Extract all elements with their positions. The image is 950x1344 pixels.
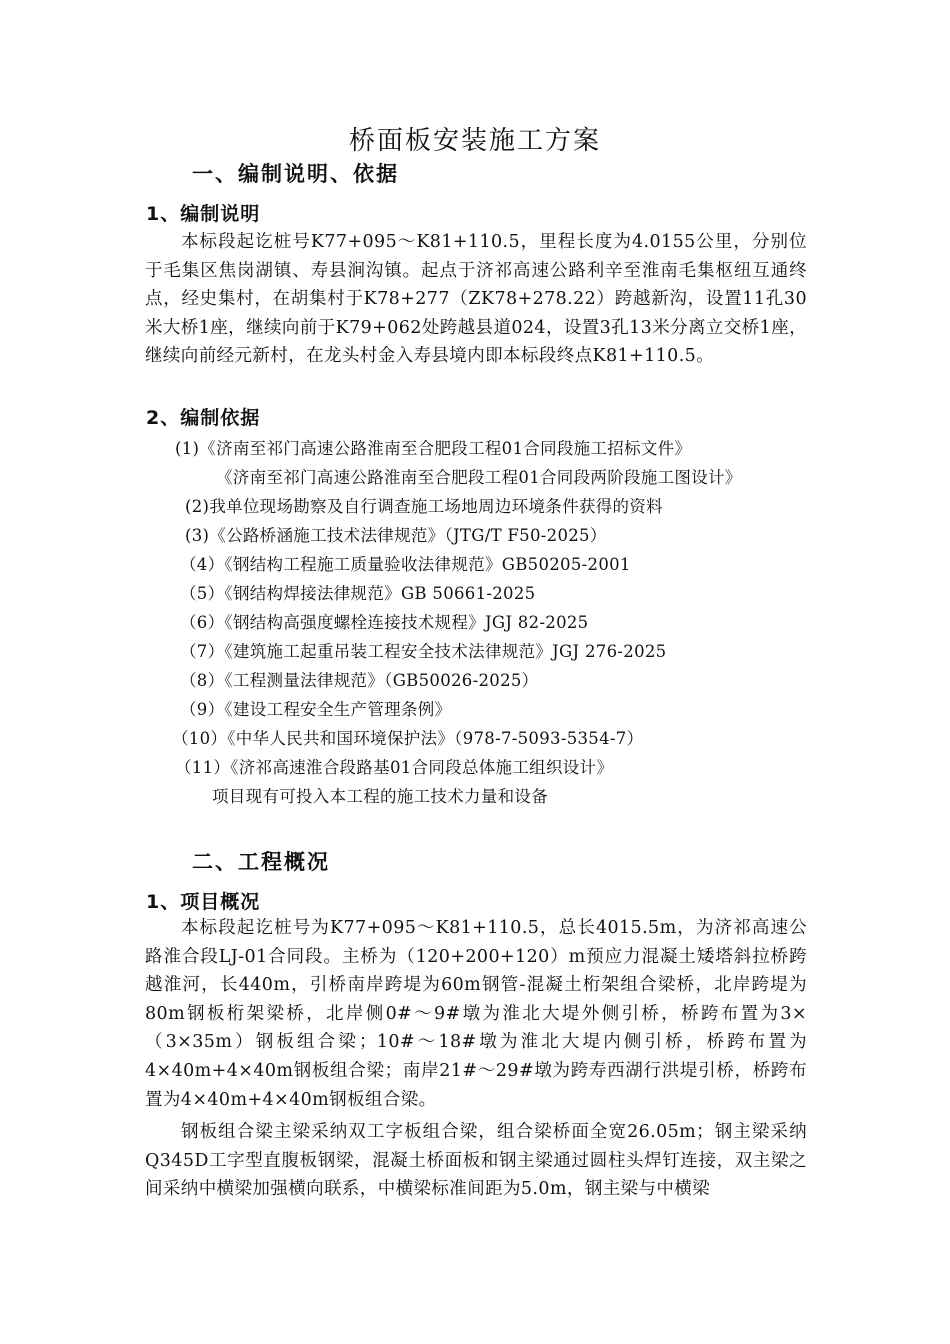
section1-sub1-heading: 1、编制说明	[146, 203, 261, 225]
reference-item: （11）《济祁高速淮合段路基01合同段总体施工组织设计》	[175, 758, 614, 777]
section1-sub2-heading: 2、编制依据	[146, 407, 261, 429]
reference-item: （9）《建设工程安全生产管理条例》	[180, 700, 452, 719]
reference-item: (2)我单位现场勘察及自行调查施工场地周边环境条件获得的资料	[185, 497, 663, 516]
reference-item: (3)《公路桥涵施工技术法律规范》（JTG/T F50-2025）	[185, 526, 607, 545]
section2-paragraph-2: 钢板组合梁主梁采纳双工字板组合梁，组合梁桥面全宽26.05m；钢主梁采纳Q345D工字型直腹板钢梁，混凝土桥面板和钢主梁通过圆柱头焊钉连接，双主梁之间采纳中横梁加强横向联系，中横梁标准间距为5.0m，钢主梁与中横梁	[145, 1122, 807, 1200]
section2-sub1-heading: 1、项目概况	[146, 891, 261, 913]
section2-heading: 二、工程概况	[192, 850, 330, 874]
reference-item: （6）《钢结构高强度螺栓连接技术规程》JGJ 82-2025	[180, 613, 589, 632]
reference-item: （7）《建筑施工起重吊装工程安全技术法律规范》JGJ 276-2025	[180, 642, 667, 661]
reference-item: （4）《钢结构工程施工质量验收法律规范》GB50205-2001	[180, 555, 631, 574]
section1-heading: 一、编制说明、依据	[192, 162, 399, 186]
reference-item: （5）《钢结构焊接法律规范》GB 50661-2025	[180, 584, 536, 603]
reference-item: （8）《工程测量法律规范》（GB50026-2025）	[180, 671, 539, 690]
reference-item: （10）《中华人民共和国环境保护法》（978-7-5093-5354-7）	[172, 729, 644, 748]
reference-item: (1)《济南至祁门高速公路淮南至合肥段工程01合同段施工招标文件》	[175, 439, 692, 458]
section2-paragraph-1: 本标段起讫桩号为K77+095～K81+110.5，总长4015.5m，为济祁高速公路淮合段LJ-01合同段。主桥为（120+200+120）m预应力混凝土矮塔斜拉桥跨越淮河，长440m，引桥南岸跨堤为60m钢管-混凝土桁架组合梁桥，北岸跨堤为80m钢板桁架梁桥，北岸侧0#～9#墩为淮北大堤外侧引桥，桥跨布置为3×（3×35m）钢板组合梁；10#～18#墩为淮北大堤内侧引桥，桥跨布置为4×40m+4×40m钢板组合梁；南岸21#～29#墩为跨寿西湖行洪堤引桥，桥跨布置为4×40m+4×40m钢板组合梁。	[145, 918, 807, 1110]
document-title: 桥面板安装施工方案	[348, 126, 601, 156]
section1-sub1-paragraph: 本标段起讫桩号K77+095～K81+110.5，里程长度为4.0155公里，分别位于毛集区焦岗湖镇、寿县涧沟镇。起点于济祁高速公路利辛至淮南毛集枢纽互通终点，经史集村，在胡集村于K78+277（ZK78+278.22）跨越新沟，设置11孔30米大桥1座，继续向前于K79+062处跨越县道024，设置3孔13米分离立交桥1座，继续向前经元新村，在龙头村金入寿县境内即本标段终点K81+110.5。	[145, 232, 807, 367]
reference-item: 《济南至祁门高速公路淮南至合肥段工程01合同段两阶段施工图设计》	[216, 468, 742, 487]
reference-item: 项目现有可投入本工程的施工技术力量和设备	[212, 787, 548, 806]
